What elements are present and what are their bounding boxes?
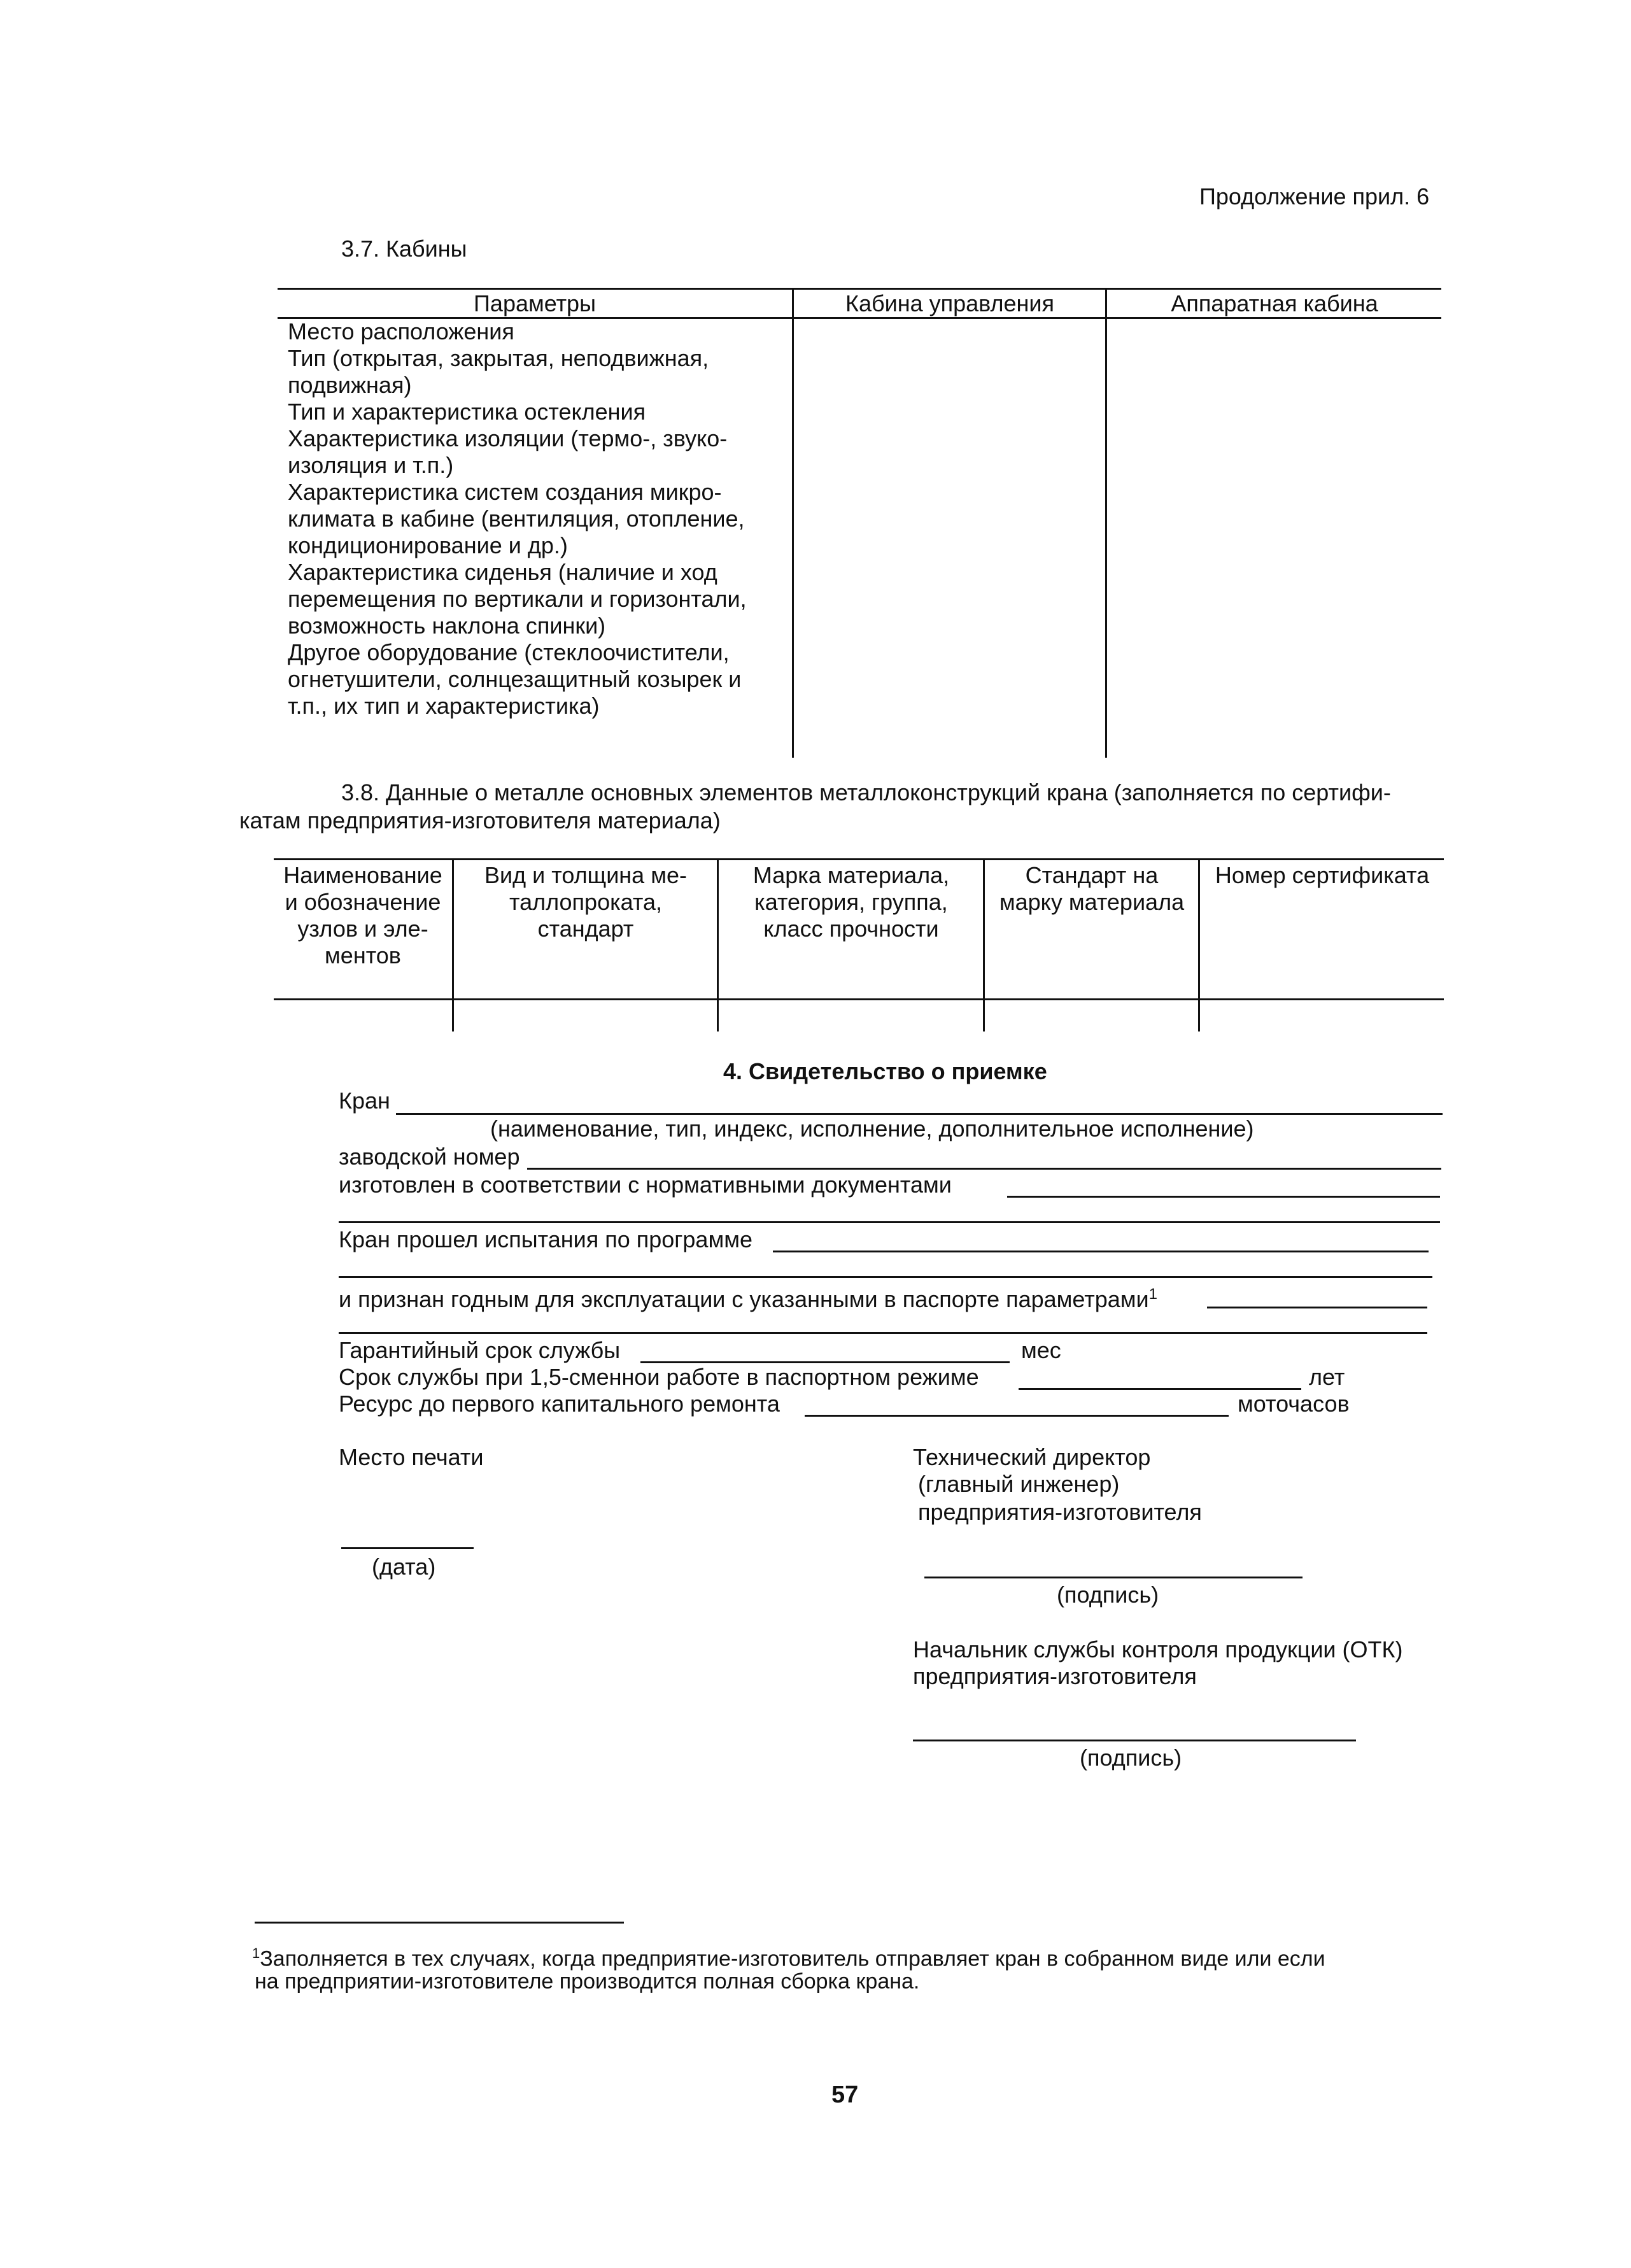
metal-col-certificate — [1201, 862, 1444, 889]
acceptance-title: 4. Свидетельство о приемке — [723, 1058, 1047, 1084]
continuation-header: Продолжение прил. 6 — [1199, 183, 1430, 209]
footnote-line1 — [252, 1941, 1325, 1971]
footnote-text-1: Заполняется в тех случаях, когда предприятие-изготовитель отправляет кран в собранном виде или если — [260, 1946, 1325, 1971]
param-line: огнетушители, солнцезащитный козырек и — [288, 666, 742, 692]
header-line: таллопроката, — [509, 889, 662, 915]
fit-fill-line — [1207, 1307, 1427, 1308]
fit-label-text: и признан годным для эксплуатации с указанными в паспорте параметрами — [339, 1286, 1149, 1312]
otk-line1: Начальник службы контроля продукции (ОТК) — [913, 1636, 1403, 1662]
service-unit: лет — [1309, 1364, 1345, 1390]
warranty-fill-line — [640, 1361, 1010, 1363]
fit-footnote-mark: 1 — [1148, 1286, 1157, 1303]
param-line: Характеристика изоляции (термо-, звуко- — [288, 425, 728, 451]
header-line: Номер сертификата — [1215, 862, 1430, 888]
warranty-label: Гарантийный срок службы — [339, 1337, 621, 1363]
header-line: стандарт — [537, 916, 634, 942]
metal-col-grade — [719, 862, 983, 942]
header-line: класс прочности — [763, 916, 939, 942]
director-line2: (главный инженер) — [918, 1471, 1120, 1497]
table-top-rule — [278, 288, 1441, 290]
param-line: т.п., их тип и характеристика) — [288, 693, 600, 719]
table-top-rule — [274, 858, 1444, 860]
date-fill-line — [341, 1547, 474, 1549]
director-signature-line — [924, 1577, 1303, 1578]
crane-fill-line — [396, 1113, 1443, 1115]
header-line: ментов — [325, 942, 401, 968]
metal-col-name — [274, 862, 452, 969]
table-col-divider — [792, 288, 794, 758]
param-line: Характеристика систем создания микро- — [288, 479, 722, 505]
header-line: марку материала — [999, 889, 1185, 915]
page-number: 57 — [831, 2081, 859, 2108]
metal-col-rolled — [455, 862, 717, 942]
cabins-params-cell — [288, 318, 784, 719]
param-line: возможность наклона спинки) — [288, 613, 606, 639]
tested-label: Кран прошел испытания по программе — [339, 1226, 752, 1252]
param-line: кондиционирование и др.) — [288, 532, 568, 558]
metal-intro-line1: 3.8. Данные о металле основных элементов металлоконструкций крана (заполняется по сертифи- — [341, 779, 1391, 805]
table-col-divider — [717, 858, 719, 1031]
header-line: Марка материала, — [752, 862, 950, 888]
footnote-line2: на предприятии-изготовителе производится полная сборка крана. — [255, 1969, 920, 1994]
footnote-mark: 1 — [252, 1945, 260, 1961]
fit-label — [339, 1281, 1157, 1313]
param-line: Тип и характеристика остекления — [288, 399, 646, 425]
director-signature-hint: (подпись) — [1057, 1582, 1159, 1608]
param-line: изоляция и т.п.) — [288, 452, 454, 478]
stamp-label: Место печати — [339, 1444, 484, 1470]
header-line: категория, группа, — [754, 889, 948, 915]
table-col-divider — [452, 858, 454, 1031]
otk-signature-line — [913, 1740, 1356, 1741]
director-line1: Технический директор — [913, 1444, 1151, 1470]
serial-label: заводской номер — [339, 1144, 520, 1170]
cabins-col-apparatus: Аппаратная кабина — [1171, 290, 1378, 316]
service-fill-line — [1019, 1388, 1301, 1390]
cabins-section-title: 3.7. Кабины — [341, 236, 467, 262]
header-line: Наименование — [283, 862, 442, 888]
fit-fill-line-2 — [339, 1332, 1427, 1334]
made-fill-line-2 — [339, 1221, 1440, 1223]
made-label: изготовлен в соответствии с нормативными документами — [339, 1172, 952, 1198]
cabins-col-params: Параметры — [474, 290, 596, 316]
warranty-unit: мес — [1021, 1337, 1061, 1363]
tested-fill-line-2 — [339, 1276, 1432, 1278]
param-line: Тип (открытая, закрытая, неподвижная, — [288, 345, 709, 371]
table-col-divider — [1105, 288, 1107, 758]
table-col-divider — [1198, 858, 1200, 1031]
header-line: узлов и эле- — [297, 916, 428, 942]
table-header-rule — [274, 998, 1444, 1000]
metal-col-standard — [985, 862, 1198, 916]
service-label: Срок службы при 1,5-сменнои работе в паспортном режиме — [339, 1364, 979, 1390]
header-line: Вид и толщина ме- — [484, 862, 687, 888]
director-line3: предприятия-изготовителя — [918, 1499, 1202, 1525]
cabins-col-control: Кабина управления — [845, 290, 1054, 316]
tested-fill-line — [773, 1251, 1429, 1252]
date-hint: (дата) — [372, 1554, 436, 1580]
param-line: Другое оборудование (стеклоочистители, — [288, 639, 730, 665]
param-line: климата в кабине (вентиляция, отопление, — [288, 506, 745, 532]
otk-signature-hint: (подпись) — [1080, 1745, 1182, 1771]
metal-intro-line2: катам предприятия-изготовителя материала) — [239, 807, 721, 833]
header-line: Стандарт на — [1025, 862, 1159, 888]
footnote-separator — [255, 1922, 624, 1924]
param-line: подвижная) — [288, 372, 412, 398]
resource-label: Ресурс до первого капитального ремонта — [339, 1391, 780, 1417]
otk-line2: предприятия-изготовителя — [913, 1663, 1197, 1689]
crane-label: Кран — [339, 1088, 390, 1114]
made-fill-line — [1007, 1196, 1440, 1198]
table-col-divider — [983, 858, 985, 1031]
resource-unit: моточасов — [1238, 1391, 1350, 1417]
param-line: Место расположения — [288, 318, 514, 344]
resource-fill-line — [805, 1415, 1229, 1417]
param-line: Характеристика сиденья (наличие и ход — [288, 559, 717, 585]
serial-fill-line — [527, 1168, 1441, 1170]
crane-hint: (наименование, тип, индекс, исполнение, дополнительное исполнение) — [490, 1116, 1254, 1142]
param-line: перемещения по вертикали и горизонтали, — [288, 586, 747, 612]
header-line: и обозначение — [285, 889, 441, 915]
